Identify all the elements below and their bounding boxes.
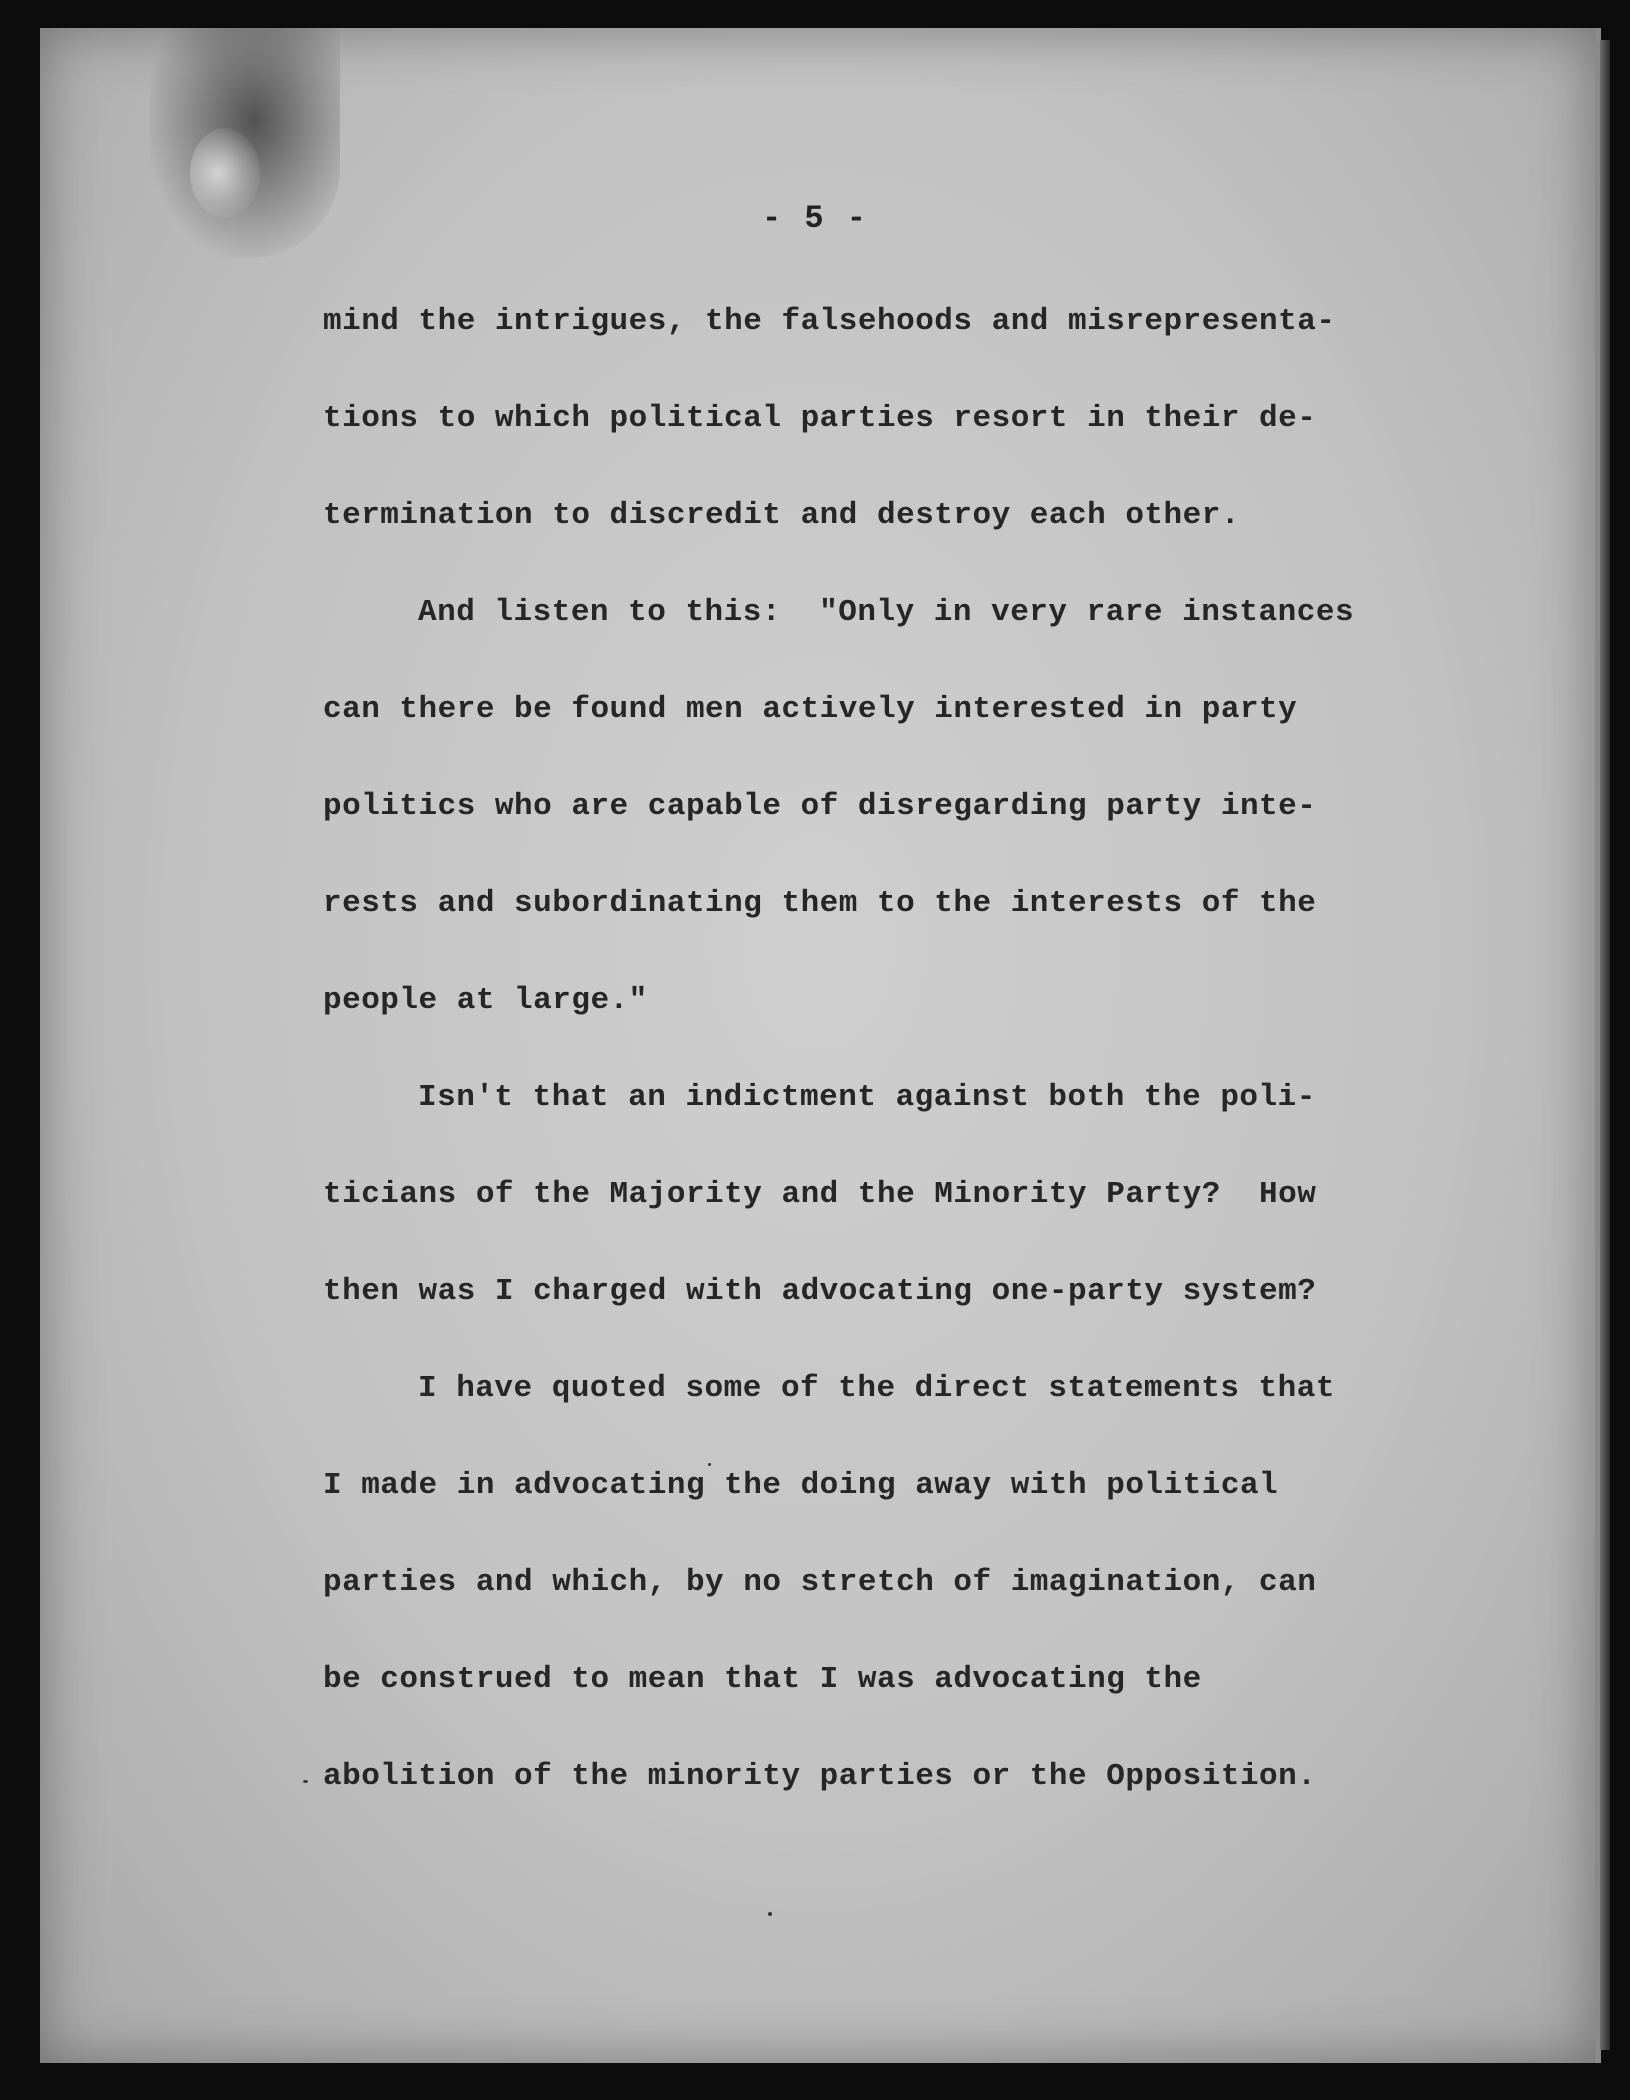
text-line: can there be found men actively interested in party (323, 692, 1298, 727)
text-line: be construed to mean that I was advocating the (323, 1662, 1202, 1697)
ink-speck (303, 1780, 308, 1783)
page-edge (1600, 40, 1610, 2050)
ink-speck (708, 1463, 711, 1466)
page-number: - 5 - (761, 200, 868, 237)
text-line: then was I charged with advocating one-party system? (323, 1274, 1317, 1309)
text-line: mind the intrigues, the falsehoods and misrepresenta- (323, 304, 1336, 339)
text-line: rests and subordinating them to the interests of the (323, 886, 1317, 921)
body-text (323, 292, 1423, 1844)
text-line: I made in advocating the doing away with political (323, 1468, 1279, 1503)
text-line: And listen to this: "Only in very rare instances (418, 595, 1355, 630)
text-line: tions to which political parties resort in their de- (323, 401, 1317, 436)
text-line: people at large." (323, 983, 648, 1018)
text-line: politics who are capable of disregarding party inte- (323, 789, 1317, 824)
text-line: ticians of the Majority and the Minority Party? How (323, 1177, 1317, 1212)
ink-speck (768, 1912, 772, 1916)
text-line: termination to discredit and destroy each other. (323, 498, 1240, 533)
text-line: Isn't that an indictment against both the poli- (418, 1080, 1316, 1115)
text-line: I have quoted some of the direct statements that (418, 1371, 1335, 1406)
text-line: parties and which, by no stretch of imagination, can (323, 1565, 1317, 1600)
text-line: abolition of the minority parties or the Opposition. (323, 1759, 1317, 1794)
